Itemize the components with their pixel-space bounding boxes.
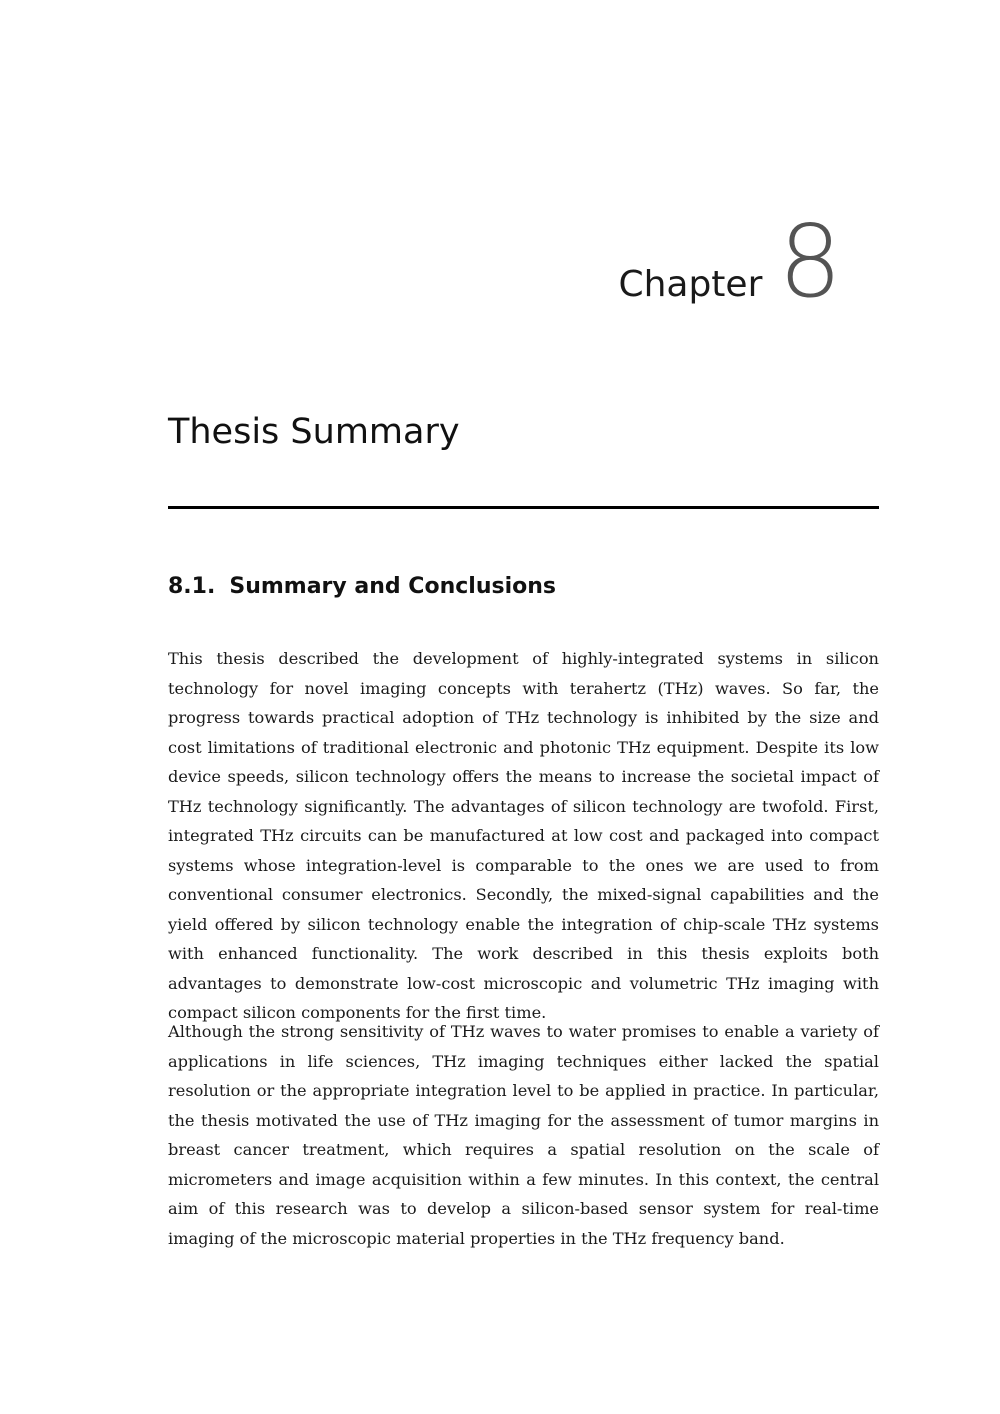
section-title: Summary and Conclusions — [229, 574, 556, 599]
body-paragraph: This thesis described the development of highly-integrated systems in silicon technology for novel imaging concepts with terahertz (THz) waves. So far, the progress towards practical adoption of THz technology is inhibited by the size and cost limitations of traditional electronic and photonic THz equipment. Despite its low device speeds, silicon technology offers the means to increase the societal impact of THz technology significantly. The advantages of silicon technology are twofold. First, integrated THz circuits can be manufactured at low cost and packaged into compact systems whose integration-level is comparable to the ones we are used to from conventional consumer electronics. Secondly, the mixed-signal capabilities and the yield offered by silicon technology enable the integration of chip-scale THz systems with enhanced functionality. The work described in this thesis exploits both advantages to demonstrate low-cost microscopic and volumetric THz imaging with compact silicon components for the first time. — [168, 649, 879, 1022]
chapter-label: Chapter — [618, 264, 763, 305]
title-divider — [168, 506, 879, 509]
chapter-title: Thesis Summary — [168, 412, 460, 452]
chapter-number: 8 — [778, 203, 842, 320]
section-heading — [168, 574, 556, 599]
chapter-heading — [618, 203, 842, 320]
body-paragraph: Although the strong sensitivity of THz waves to water promises to enable a variety of applications in life sciences, THz imaging techniques either lacked the spatial resolution or the appropriate integration level to be applied in practice. In particular, the thesis motivated the use of THz imaging for the assessment of tumor margins in breast cancer treatment, which requires a spatial resolution on the scale of micrometers and image acquisition within a few minutes. In this context, the central aim of this research was to develop a silicon-based sensor system for real-time imaging of the microscopic material properties in the THz frequency band. — [168, 1022, 879, 1248]
section-number: 8.1. — [168, 574, 216, 599]
